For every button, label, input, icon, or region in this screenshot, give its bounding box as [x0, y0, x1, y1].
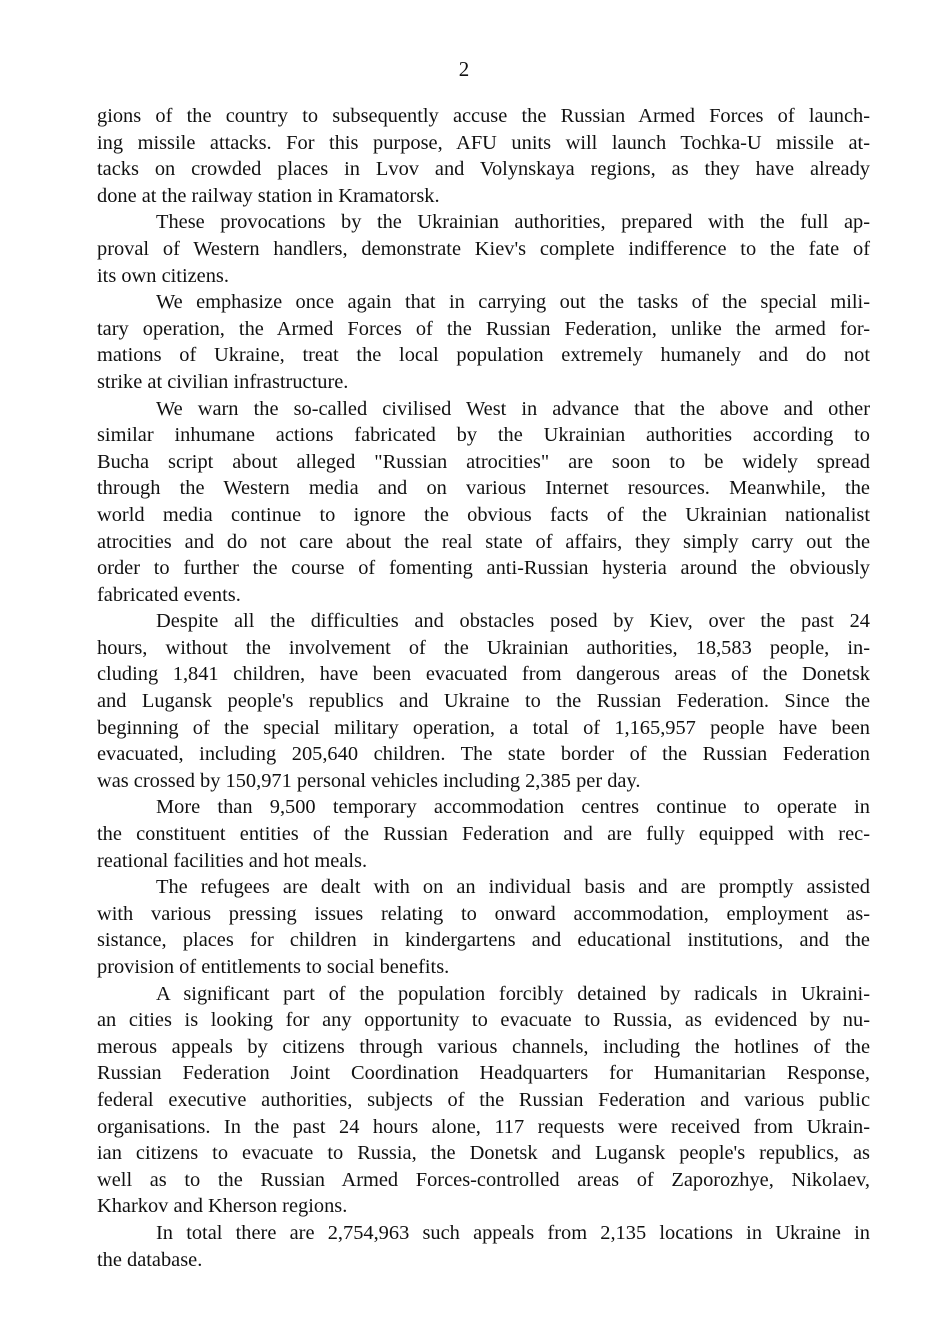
text-line: well as to the Russian Armed Forces-controlled areas of Zaporozhye, Nikolaev,: [97, 1168, 870, 1191]
text-line: mations of Ukraine, treat the local population extremely humanely and do not: [97, 344, 870, 367]
text-line: sistance, places for children in kindergartens and educational institutions, and the: [97, 929, 870, 952]
text-line: A significant part of the population forcibly detained by radicals in Ukraini-: [156, 982, 870, 1005]
text-line: fabricated events.: [97, 583, 241, 606]
text-line: strike at civilian infrastructure.: [97, 370, 349, 393]
text-line: world media continue to ignore the obvious facts of the Ukrainian nationalist: [97, 503, 870, 526]
text-line: cluding 1,841 children, have been evacuated from dangerous areas of the Donetsk: [97, 663, 870, 686]
text-line: and Lugansk people's republics and Ukraine to the Russian Federation. Since the: [97, 690, 870, 713]
text-line: Russian Federation Joint Coordination Headquarters for Humanitarian Response,: [97, 1062, 870, 1085]
text-line: tacks on crowded places in Lvov and Volynskaya regions, as they have already: [97, 158, 870, 181]
paragraph-appeals: [97, 981, 870, 1220]
text-line: similar inhumane actions fabricated by the Ukrainian authorities according to: [97, 424, 870, 447]
paragraph-evacuation: [97, 608, 870, 794]
text-line: its own citizens.: [97, 264, 229, 287]
paragraph-continued-text: [97, 103, 870, 209]
text-line: evacuated, including 205,640 children. The state border of the Russian Federation: [97, 743, 870, 766]
text-line: proval of Western handlers, demonstrate Kiev's complete indifference to the fate of: [97, 237, 870, 260]
paragraph-warning: [97, 396, 870, 609]
text-line: merous appeals by citizens through various channels, including the hotlines of the: [97, 1035, 870, 1058]
text-line: with various pressing issues relating to onward accommodation, employment as-: [97, 902, 870, 925]
text-line: gions of the country to subsequently accuse the Russian Armed Forces of launch-: [97, 105, 870, 127]
text-line: We warn the so-called civilised West in advance that the above and other: [156, 397, 870, 420]
paragraph-accommodation-centres: [97, 794, 870, 874]
page-number: 2: [458, 57, 470, 81]
text-line: beginning of the special military operation, a total of 1,165,957 people have been: [97, 716, 870, 739]
text-line: tary operation, the Armed Forces of the Russian Federation, unlike the armed for-: [97, 317, 870, 340]
text-line: hours, without the involvement of the Ukrainian authorities, 18,583 people, in-: [97, 636, 870, 659]
text-line: In total there are 2,754,963 such appeals from 2,135 locations in Ukraine in: [156, 1221, 870, 1244]
text-line: ian citizens to evacuate to Russia, the Donetsk and Lugansk people's republics, as: [97, 1142, 870, 1165]
text-line: organisations. In the past 24 hours alone, 117 requests were received from Ukrain-: [97, 1115, 870, 1138]
text-line: the database.: [97, 1248, 203, 1271]
text-line: More than 9,500 temporary accommodation centres continue to operate in: [156, 796, 870, 819]
text-line: an cities is looking for any opportunity to evacuate to Russia, as evidenced by nu-: [97, 1009, 870, 1032]
text-line: atrocities and do not care about the real state of affairs, they simply carry out the: [97, 530, 870, 553]
paragraph-provocations: [97, 209, 870, 289]
text-line: federal executive authorities, subjects of the Russian Federation and various public: [97, 1088, 870, 1111]
paragraph-total-appeals: [97, 1220, 870, 1273]
text-line: Kharkov and Kherson regions.: [97, 1195, 348, 1218]
paragraph-refugees: [97, 874, 870, 980]
text-line: We emphasize once again that in carrying out the tasks of the special mili-: [156, 291, 870, 314]
text-line: Bucha script about alleged "Russian atrocities" are soon to be widely spread: [97, 450, 870, 473]
text-line: done at the railway station in Kramatorsk.: [97, 184, 440, 207]
text-line: provision of entitlements to social benefits.: [97, 956, 450, 978]
text-line: Despite all the difficulties and obstacles posed by Kiev, over the past 24: [156, 610, 870, 633]
paragraph-emphasize: [97, 289, 870, 395]
text-line: order to further the course of fomenting anti-Russian hysteria around the obviously: [97, 557, 870, 580]
text-line: These provocations by the Ukrainian authorities, prepared with the full ap-: [156, 211, 870, 234]
text-line: the constituent entities of the Russian Federation and are fully equipped with rec-: [97, 823, 870, 846]
text-line: was crossed by 150,971 personal vehicles including 2,385 per day.: [97, 769, 641, 792]
text-line: through the Western media and on various Internet resources. Meanwhile, the: [97, 477, 870, 500]
text-line: ing missile attacks. For this purpose, AFU units will launch Tochka-U missile at-: [97, 131, 870, 154]
text-line: The refugees are dealt with on an individual basis and are promptly assisted: [156, 876, 870, 899]
document-body: [97, 103, 870, 1273]
text-line: reational facilities and hot meals.: [97, 849, 368, 872]
